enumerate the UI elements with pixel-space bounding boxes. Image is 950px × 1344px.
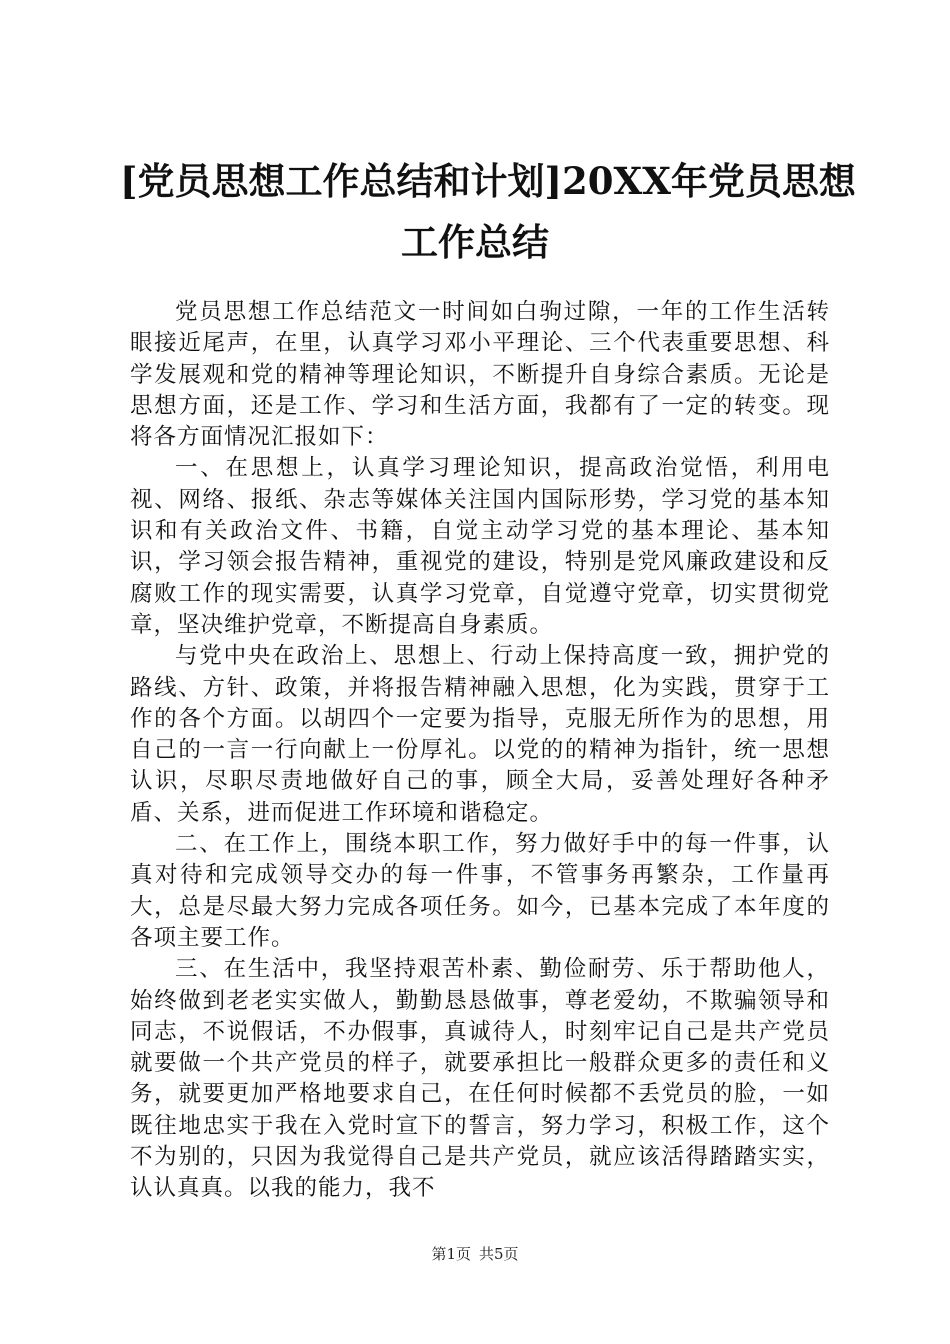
paragraph-intro: 党员思想工作总结范文一时间如白驹过隙，一年的工作生活转眼接近尾声，在里，认真学习邓小平理论、三个代表重要思想、科学发展观和党的精神等理论知识，不断提升自身综合素质。无论是思想方面，还是工作、学习和生活方面，我都有了一定的转变。现将各方面情况汇报如下： (130, 299, 830, 451)
paragraph-work: 二、在工作上，围绕本职工作，努力做好手中的每一件事，认真对待和完成领导交办的每一件事，不管事务再繁杂，工作量再大，总是尽最大努力完成各项任务。如今，已基本完成了本年度的各项主要工作。 (130, 831, 830, 951)
page-footer (0, 1244, 950, 1264)
paragraph-life: 三、在生活中，我坚持艰苦朴素、勤俭耐劳、乐于帮助他人，始终做到老老实实做人，勤勤恳恳做事，尊老爱幼，不欺骗领导和同志，不说假话，不办假事，真诚待人，时刻牢记自己是共产党员就要做一个共产党员的样子，就要承担比一般群众更多的责任和义务，就要更加严格地要求自己，在任何时候都不丢党员的脸，一如既往地忠实于我在入党时宣下的誓言，努力学习，积极工作，这个不为别的，只因为我觉得自己是共产党员，就应该活得踏踏实实，认认真真。以我的能力，我不 (130, 956, 830, 1202)
paragraph-thought: 一、在思想上，认真学习理论知识，提高政治觉悟，利用电视、网络、报纸、杂志等媒体关注国内国际形势，学习党的基本知识和有关政治文件、书籍，自觉主动学习党的基本理论、基本知识，学习领会报告精神，重视党的建设，特别是党风廉政建设和反腐败工作的现实需要，认真学习党章，自觉遵守党章，切实贯彻党章，坚决维护党章，不断提高自身素质。 (130, 455, 830, 638)
document-title-line-1: [党员思想工作总结和计划]20XX年党员思想 (120, 159, 856, 203)
paragraph-party-alignment: 与党中央在政治上、思想上、行动上保持高度一致，拥护党的路线、方针、政策，并将报告精神融入思想，化为实践，贯穿于工作的各个方面。以胡四个一定要为指导，克服无所作为的思想，用自己的一言一行向献上一份厚礼。以党的的精神为指针，统一思想认识，尽职尽责地做好自己的事，顾全大局，妥善处理好各种矛盾、关系，进而促进工作环境和谐稳定。 (130, 643, 830, 826)
page-total: 共5页 (479, 1245, 519, 1263)
document-body (130, 297, 830, 1205)
document-title-line-2: 工作总结 (401, 220, 549, 264)
page-number: 第1页 (431, 1245, 471, 1263)
